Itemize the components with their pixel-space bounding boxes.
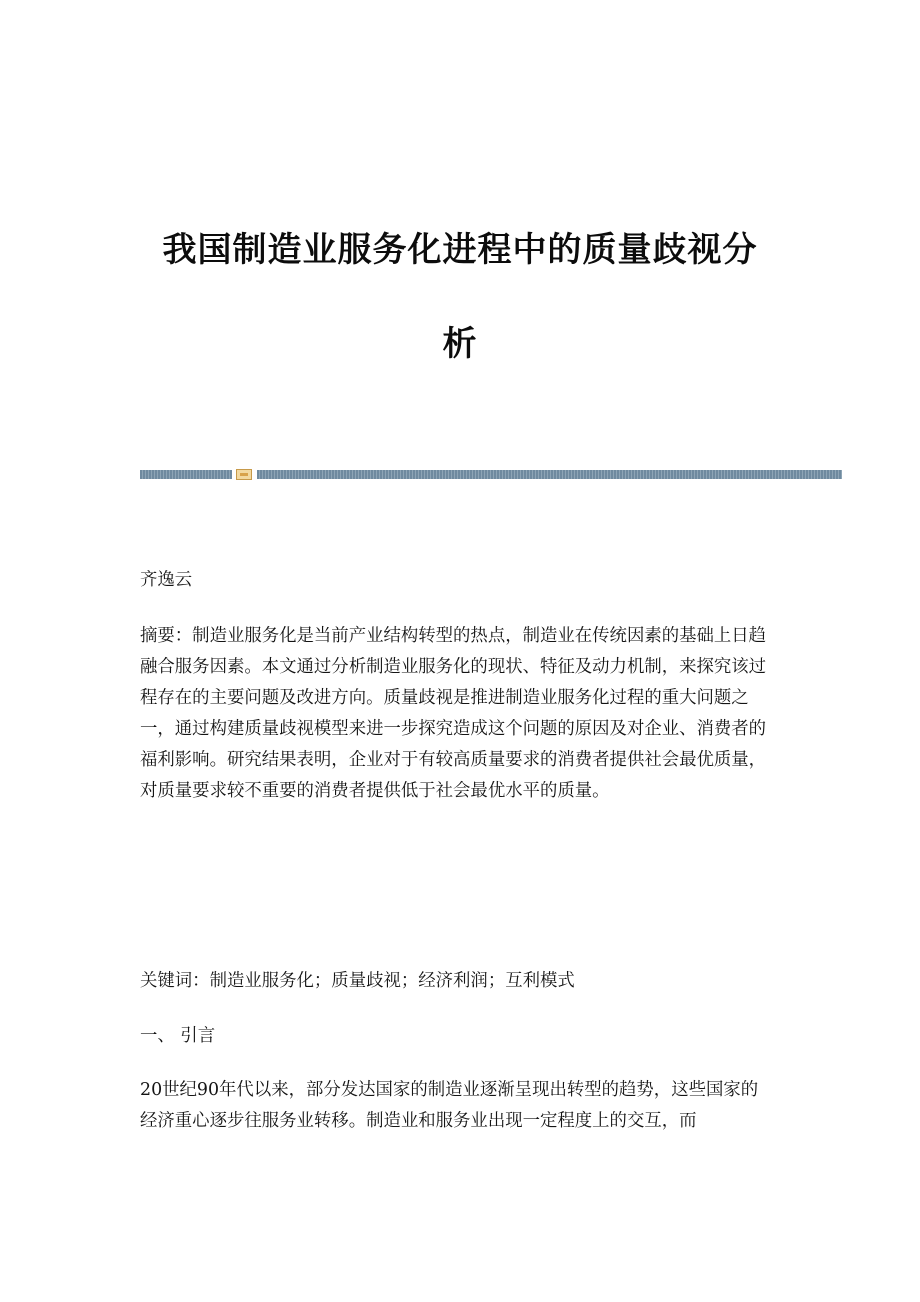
document-title-line-2: 析 [442, 324, 478, 364]
divider-ornament-icon [236, 469, 252, 480]
document-title-line-1: 我国制造业服务化进程中的质量歧视分 [162, 230, 758, 270]
keywords-line: 关键词：制造业服务化；质量歧视；经济利润；互利模式 [140, 971, 575, 991]
section-heading-introduction: 一、 引言 [140, 1026, 216, 1046]
abstract-paragraph: 摘要：制造业服务化是当前产业结构转型的热点，制造业在传统因素的基础上日趋融合服务因素。本文通过分析制造业服务化的现状、特征及动力机制，来探究该过程存在的主要问题及改进方向。质量歧视是推进制造业服务化过程的重大问题之一，通过构建质量歧视模型来进一步探究造成这个问题的原因及对企业、消费者的福利影响。研究结果表明，企业对于有较高质量要求的消费者提供社会最优质量，对质量要求较不重要的消费者提供低于社会最优水平的质量。 [140, 626, 767, 801]
divider-left-segment [140, 470, 232, 479]
introduction-paragraph: 20世纪90年代以来，部分发达国家的制造业逐渐呈现出转型的趋势，这些国家的经济重心逐步往服务业转移。制造业和服务业出现一定程度上的交互，而 [140, 1080, 759, 1131]
divider-right-segment [257, 470, 842, 479]
author-name: 齐逸云 [140, 570, 193, 590]
title-divider [140, 470, 842, 479]
